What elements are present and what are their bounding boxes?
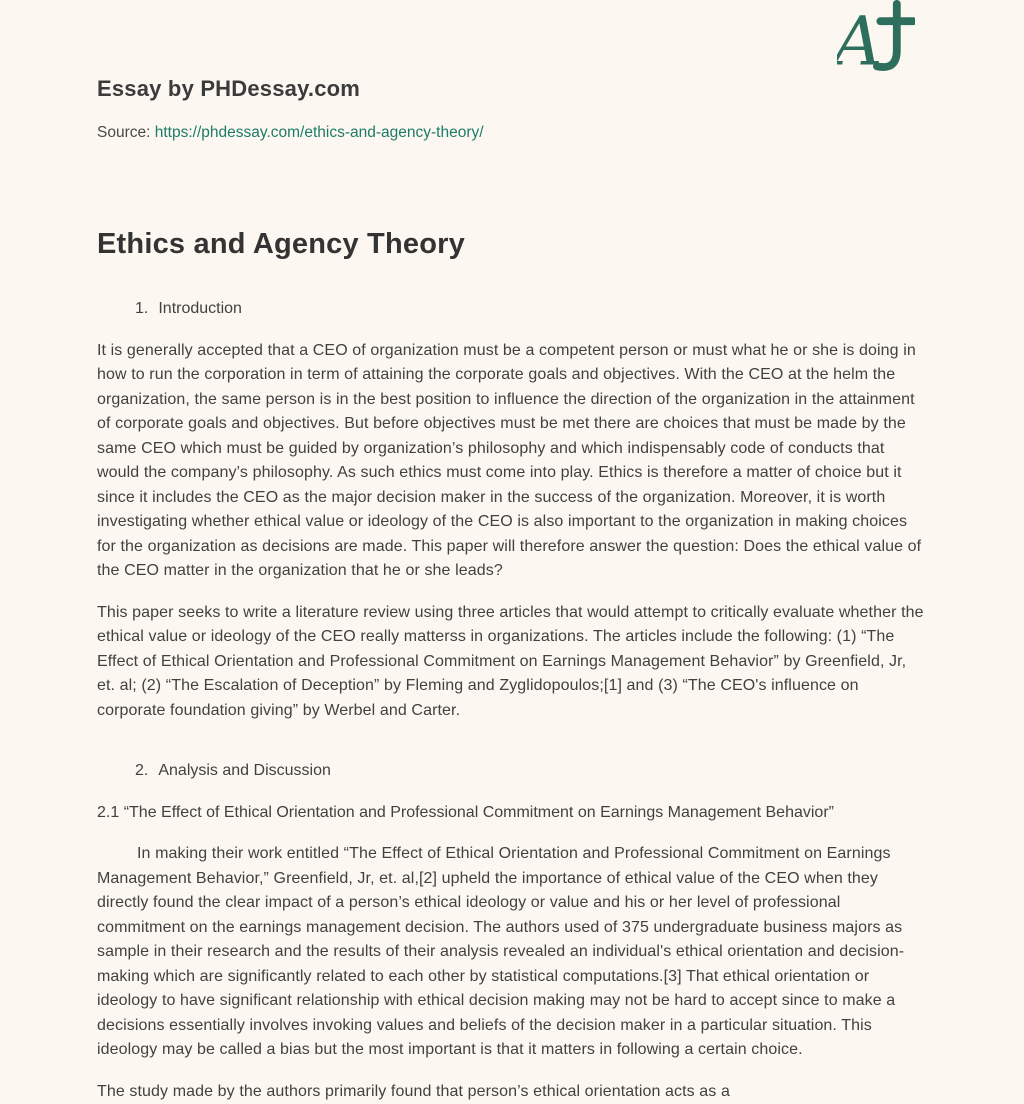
subsection-heading-2-1: 2.1 “The Effect of Ethical Orientation and Professional Commitment on Earnings Management Behavior”: [97, 801, 927, 826]
phdessay-a-plus-logo: [837, 0, 915, 88]
source-label: Source:: [97, 124, 155, 141]
site-title: Essay by PHDessay.com: [97, 76, 927, 102]
svg-text:A: A: [837, 2, 882, 81]
page-title: Ethics and Agency Theory: [97, 228, 927, 261]
section-number: 2.: [135, 759, 148, 784]
paragraph-intro-2: This paper seeks to write a literature review using three articles that would attempt to critically evaluate whether the ethical value or ideology of the CEO really matterss in organizations. The articles include the following: (1) “The Effect of Ethical Orientation and Professional Commitment on Earnings Management Behavior” by Greenfield, Jr, et. al; (2) “The Escalation of Deception” by Fleming and Zyglidopoulos;[1] and (3) “The CEO's influence on corporate foundation giving” by Werbel and Carter.: [97, 601, 927, 724]
section-label: Analysis and Discussion: [158, 762, 331, 779]
section-heading-introduction: [97, 297, 927, 322]
paragraph-analysis-1: In making their work entitled “The Effect of Ethical Orientation and Professional Commitment on Earnings Management Behavior,” Greenfield, Jr, et. al,[2] upheld the importance of ethical value of the CEO when they directly found the clear impact of a person’s ethical ideology or value and his or her level of professional commitment on the earnings management decision. The authors used of 375 undergraduate business majors as sample in their research and the results of their analysis revealed an individual's ethical orientation and decision-making which are significantly related to each other by statistical computations.[3] That ethical orientation or ideology to have significant relationship with ethical decision making may not be hard to accept since to make a decisions essentially involves invoking values and beliefs of the decision maker in a particular situation. This ideology may be called a bias but the most important is that it matters in following a certain choice.: [97, 842, 927, 1063]
source-url-link[interactable]: https://phdessay.com/ethics-and-agency-theory/: [155, 124, 484, 141]
section-label: Introduction: [158, 300, 242, 317]
source-line: [97, 124, 927, 142]
paragraph-intro-1: It is generally accepted that a CEO of organization must be a competent person or must what he or she is doing in how to run the corporation in term of attaining the corporate goals and objectives. With the CEO at the helm the organization, the same person is in the best position to influence the direction of the organization in the attainment of corporate goals and objectives. But before objectives must be met there are choices that must be made by the same CEO which must be guided by organization’s philosophy and which indispensably code of conducts that would the company’s philosophy. As such ethics must come into play. Ethics is therefore a matter of choice but it since it includes the CEO as the major decision maker in the success of the organization. Moreover, it is worth investigating whether ethical value or ideology of the CEO is also important to the organization in making choices for the organization as decisions are made. This paper will therefore answer the question: Does the ethical value of the CEO matter in the organization that he or she leads?: [97, 339, 927, 584]
section-number: 1.: [135, 297, 148, 322]
page-container: [97, 0, 927, 1104]
paragraph-analysis-2: The study made by the authors primarily found that person’s ethical orientation acts as a: [97, 1080, 927, 1104]
section-heading-analysis: [97, 759, 927, 784]
